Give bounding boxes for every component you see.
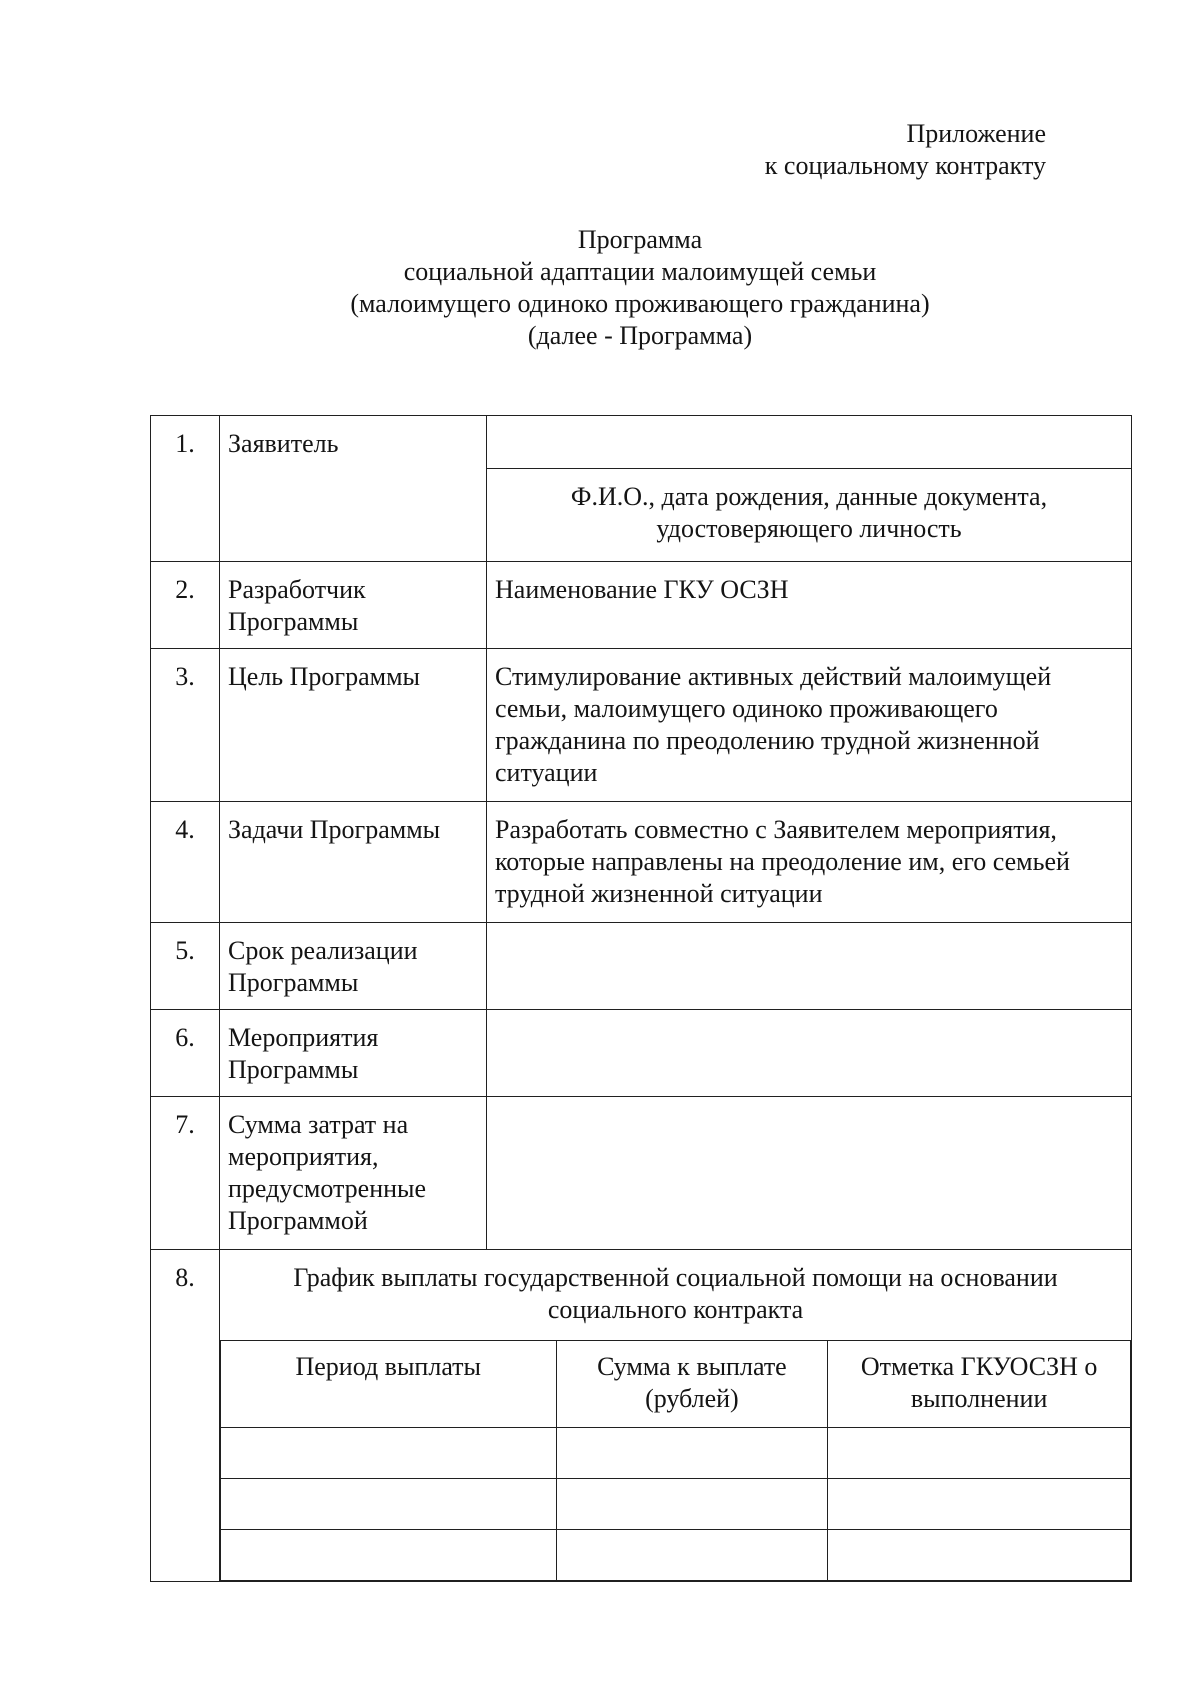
schedule-cell-mark[interactable] [828,1479,1131,1530]
schedule-row [221,1428,1131,1479]
annex-header [765,118,1046,182]
term-field[interactable] [487,923,1132,1010]
schedule-cell-amount[interactable] [556,1479,828,1530]
program-table [150,415,1132,1582]
annex-line-2: к социальному контракту [764,151,1046,180]
row-label: Задачи Программы [220,802,487,923]
schedule-cell-amount[interactable] [556,1530,828,1581]
table-row [151,649,1132,802]
row-label: Мероприятия Программы [220,1010,487,1097]
table-row [151,923,1132,1010]
row-number: 4. [151,802,220,923]
title-line-1: Программа [577,225,703,254]
schedule-column-mark: Отметка ГКУОСЗН о выполнении [828,1341,1131,1428]
schedule-row [221,1479,1131,1530]
table-row [151,1010,1132,1097]
schedule-cell-amount[interactable] [556,1428,828,1479]
table-row [151,1097,1132,1250]
title-line-3: (малоимущего одиноко проживающего гражданина) [350,289,930,318]
row-label: Цель Программы [220,649,487,802]
row-value: Стимулирование активных действий малоимущей семьи, малоимущего одиноко проживающего гражданина по преодолению трудной жизненной ситуации [487,649,1132,802]
schedule-header-row [221,1341,1131,1428]
schedule-cell-mark[interactable] [828,1428,1131,1479]
cost-field[interactable] [487,1097,1132,1250]
row-number: 2. [151,562,220,649]
row-number: 7. [151,1097,220,1250]
title-line-4: (далее - Программа) [527,321,753,350]
applicant-cell [487,416,1132,562]
table-row [151,1250,1132,1582]
row-label: Срок реализации Программы [220,923,487,1010]
table-row [151,802,1132,923]
schedule-row [221,1530,1131,1581]
schedule-cell-mark[interactable] [828,1530,1131,1581]
schedule-cell-period[interactable] [221,1530,557,1581]
row-number: 5. [151,923,220,1010]
schedule-cell-period[interactable] [221,1428,557,1479]
annex-line-1: Приложение [906,119,1046,148]
schedule-title: График выплаты государственной социальной помощи на основании социального контракта [293,1263,1058,1324]
row-label: Заявитель [220,416,487,562]
row-value: Разработать совместно с Заявителем мероприятия, которые направлены на преодоление им, его семьей трудной жизненной ситуации [487,802,1132,923]
table-row [151,562,1132,649]
schedule-cell [220,1250,1132,1582]
row-number: 3. [151,649,220,802]
applicant-field[interactable] [487,416,1131,469]
table-row [151,416,1132,562]
document-title [150,224,1130,352]
schedule-cell-period[interactable] [221,1479,557,1530]
row-number: 1. [151,416,220,562]
row-number: 6. [151,1010,220,1097]
schedule-table [220,1340,1131,1581]
schedule-column-period: Период выплаты [221,1341,557,1428]
schedule-column-amount: Сумма к выплате (рублей) [556,1341,828,1428]
applicant-caption: Ф.И.О., дата рождения, данные документа, удостоверяющего личность [570,482,1048,543]
row-value: Наименование ГКУ ОСЗН [487,562,1132,649]
row-label: Сумма затрат на мероприятия, предусмотренные Программой [220,1097,487,1250]
row-label: Разработчик Программы [220,562,487,649]
activities-field[interactable] [487,1010,1132,1097]
row-number: 8. [151,1250,220,1582]
title-line-2: социальной адаптации малоимущей семьи [403,257,877,286]
